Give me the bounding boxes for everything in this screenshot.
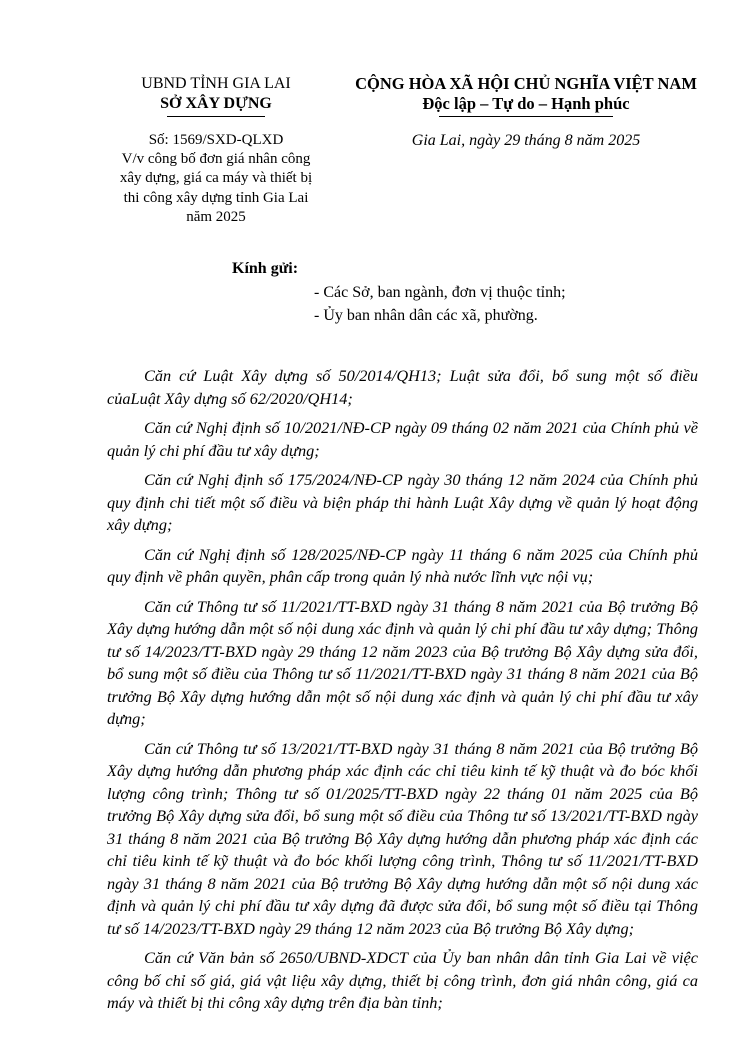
legal-basis-paragraph: Căn cứ Thông tư số 11/2021/TT-BXD ngày 31 tháng 8 năm 2021 của Bộ trưởng Bộ Xây dựng hướng dẫn một số nội dung xác định và quản lý chi phí đầu tư xây dựng; Thông tư số 14/2023/TT-BXD ngày 29 tháng 12 năm 2023 của Bộ trưởng Bộ Xây dựng sửa đổi, bổ sung một số điều của Thông tư số 11/2021/TT-BXD ngày 31 tháng 8 năm 2021 của Bộ trưởng Bộ Xây dựng hướng dẫn một số nội dung xác định và quản lý chi phí đầu tư xây dựng; — [107, 596, 698, 728]
recipients-list — [314, 282, 566, 327]
document-number: Số: 1569/SXD-QLXD — [148, 132, 284, 148]
legal-basis-paragraph: Căn cứ Thông tư số 13/2021/TT-BXD ngày 31 tháng 8 năm 2021 của Bộ trưởng Bộ Xây dựng hướng dẫn phương pháp xác định các chỉ tiêu kinh tế kỹ thuật và đo bóc khối lượng công trình; Thông tư số 01/2025/TT-BXD ngày 22 tháng 01 năm 2025 của Bộ trưởng Bộ Xây dựng sửa đổi, bổ sung một số điều của Thông tư số 13/2021/TT-BXD ngày 31 tháng 8 năm 2021 của Bộ trưởng Bộ Xây dựng hướng dẫn phương pháp xác định các chỉ tiêu kinh tế kỹ thuật và đo bóc khối lượng công trình, Thông tư số 11/2021/TT-BXD ngày 31 tháng 8 năm 2021 của Bộ trưởng Bộ Xây dựng hướng dẫn một số nội dung xác định và quản lý chi phí đầu tư xây dựng đã được sửa đổi, bổ sung một số điều tại Thông tư số 14/2023/TT-BXD ngày 29 tháng 12 năm 2023 của Bộ trưởng Bộ Xây dựng; — [107, 738, 698, 938]
issuing-agency-block — [120, 74, 312, 117]
issue-date: Gia Lai, ngày 29 tháng 8 năm 2025 — [411, 132, 641, 149]
subject-line: thi công xây dựng tỉnh Gia Lai — [123, 189, 309, 206]
agency-underline — [167, 116, 265, 117]
legal-basis-paragraph: Căn cứ Văn bản số 2650/UBND-XDCT của Ủy ban nhân dân tỉnh Gia Lai về việc công bố chỉ số giá, giá vật liệu xây dựng, thiết bị công trình, đơn giá nhân công, giá ca máy và thiết bị thi công xây dựng trên địa bàn tỉnh; — [107, 948, 698, 1012]
legal-basis-paragraph: Căn cứ Luật Xây dựng số 50/2014/QH13; Luật sửa đổi, bổ sung một số điều củaLuật Xây dựng số 62/2020/QH14; — [107, 366, 698, 408]
motto-underline — [439, 116, 613, 117]
document-number-block — [100, 131, 332, 227]
legal-basis-paragraph: Căn cứ Nghị định số 175/2024/NĐ-CP ngày 30 tháng 12 năm 2024 của Chính phủ quy định chi tiết một số điều và biện pháp thi hành Luật Xây dựng về quản lý hoạt động xây dựng; — [107, 470, 698, 534]
national-title: CỘNG HÒA XÃ HỘI CHỦ NGHĨA VIỆT NAM — [355, 74, 697, 93]
subject-line: xây dựng, giá ca máy và thiết bị — [119, 170, 313, 187]
recipients-label: Kính gửi: — [232, 260, 299, 277]
national-motto: Độc lập – Tự do – Hạnh phúc — [422, 94, 630, 113]
subject-line: năm 2025 — [186, 208, 246, 225]
legal-basis-paragraph: Căn cứ Nghị định số 10/2021/NĐ-CP ngày 09 tháng 02 năm 2021 của Chính phủ về quản lý chi phí đầu tư xây dựng; — [107, 418, 698, 460]
document-body — [107, 365, 698, 1022]
provincial-committee-name: UBND TỈNH GIA LAI — [141, 75, 291, 92]
national-title-block — [340, 74, 712, 117]
subject-line: V/v công bố đơn giá nhân công — [121, 151, 311, 168]
recipient-item: - Ủy ban nhân dân các xã, phường. — [314, 306, 538, 324]
recipient-item: - Các Sở, ban ngành, đơn vị thuộc tỉnh; — [314, 284, 566, 301]
legal-basis-paragraph: Căn cứ Nghị định số 128/2025/NĐ-CP ngày 11 tháng 6 năm 2025 của Chính phủ quy định về phân quyền, phân cấp trong quản lý nhà nước lĩnh vực nội vụ; — [107, 544, 698, 586]
department-name: SỞ XÂY DỰNG — [160, 95, 272, 112]
